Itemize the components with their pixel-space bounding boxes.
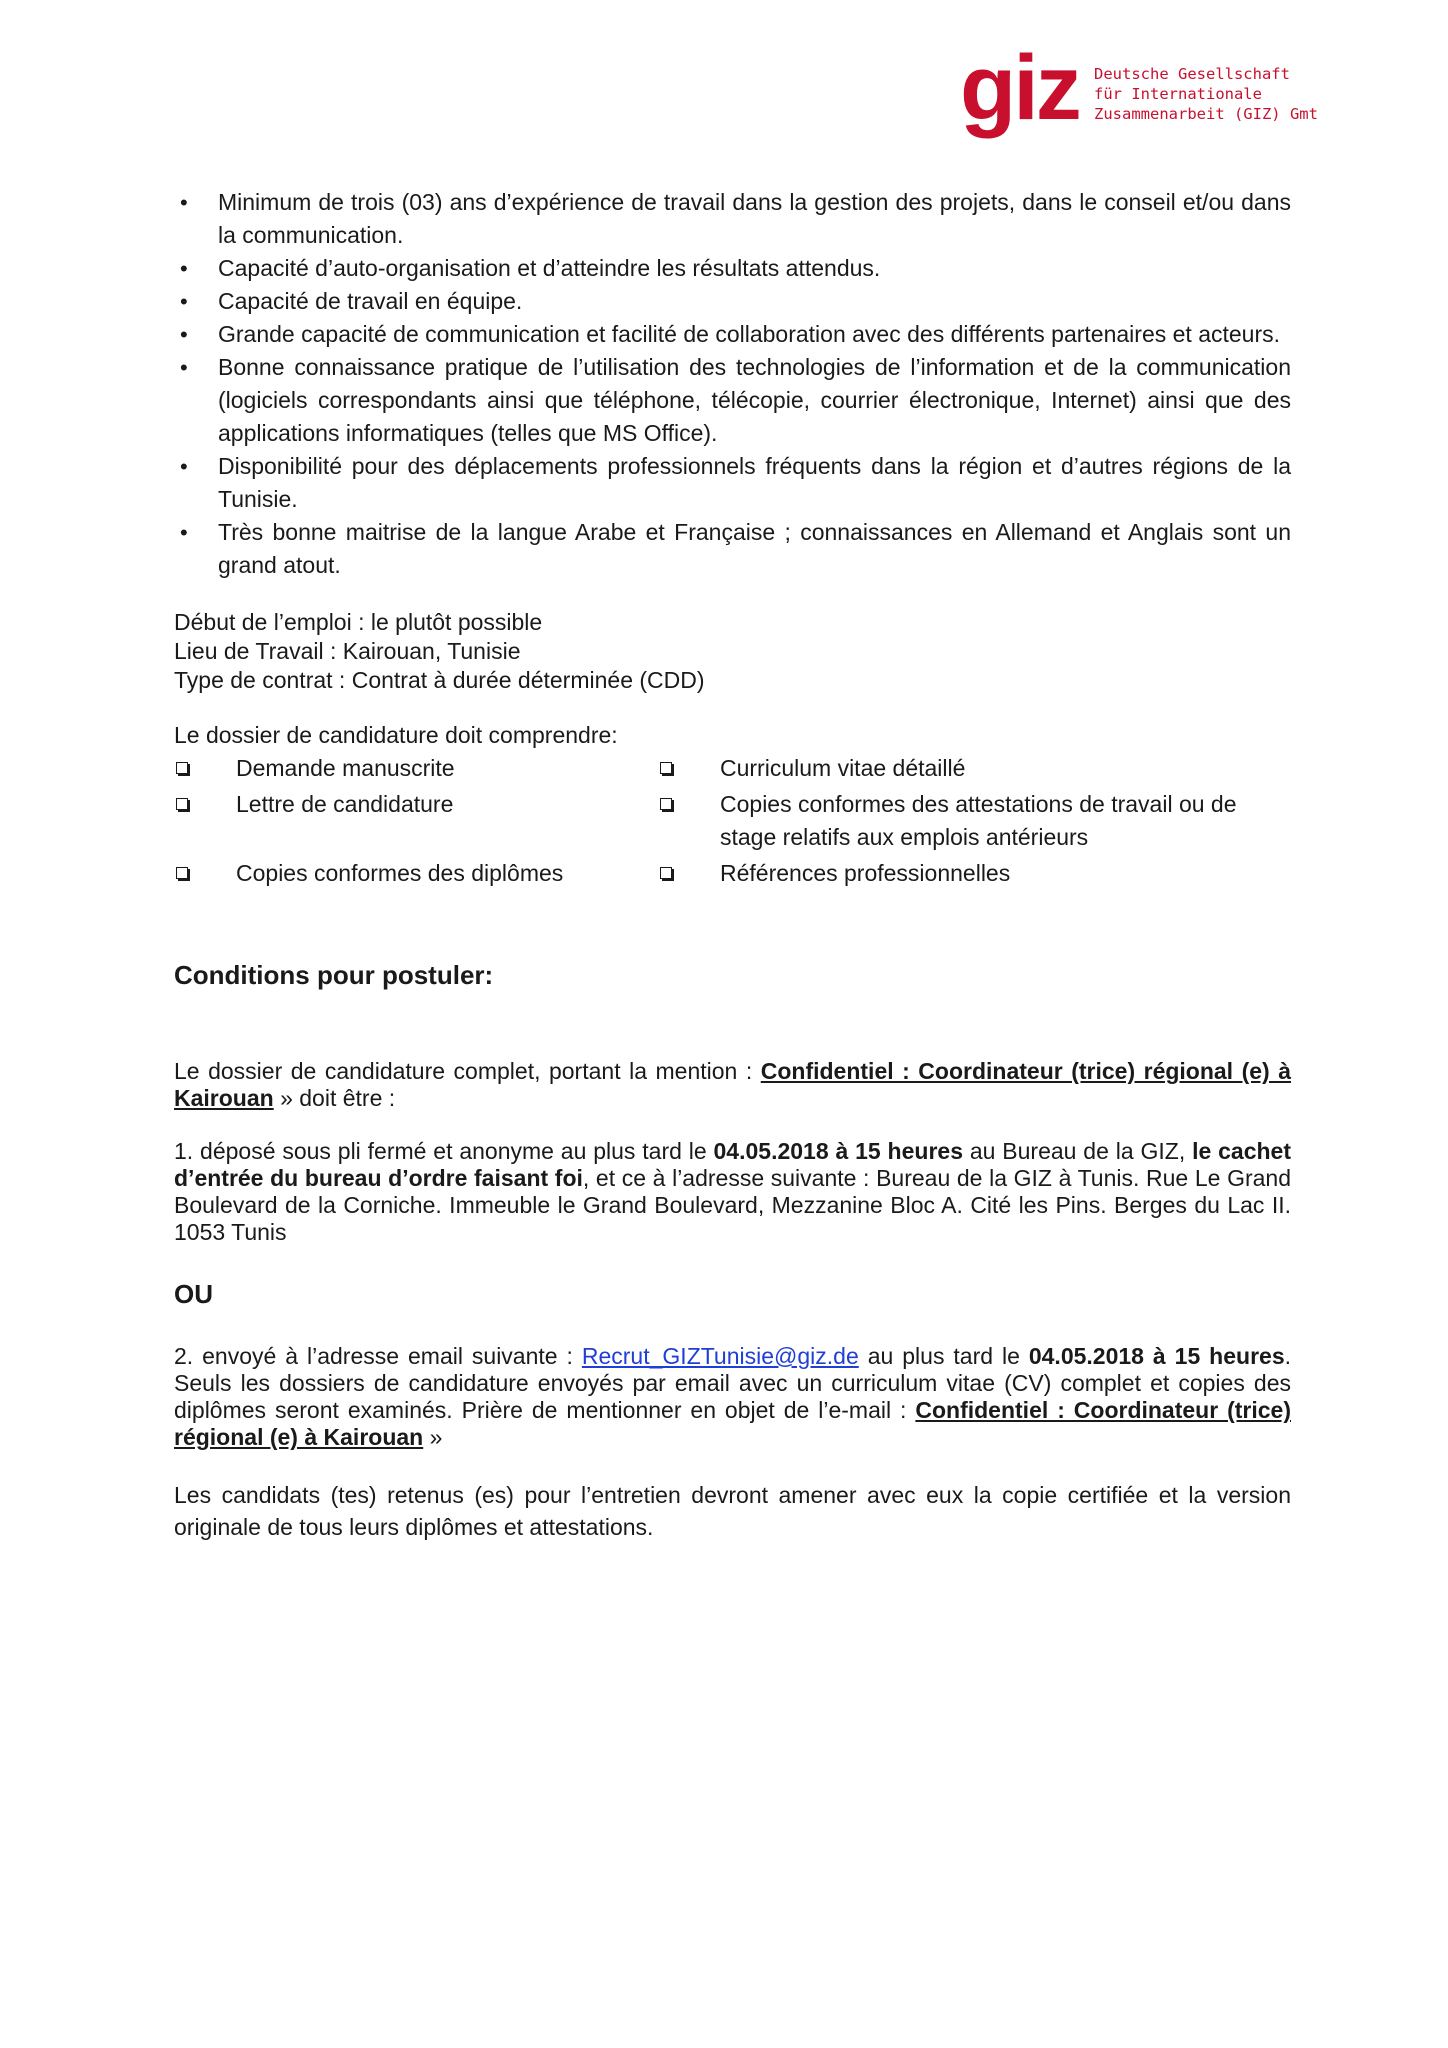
bullet-icon: •	[180, 355, 188, 380]
or-separator: OU	[174, 1279, 213, 1309]
checkbox-icon	[660, 762, 672, 774]
email-link[interactable]: Recrut_GIZTunisie@giz.de	[581, 1343, 859, 1369]
checkbox-icon	[176, 867, 188, 879]
requirements-list	[174, 186, 1291, 582]
bullet-icon: •	[180, 256, 188, 281]
logo-line-1: Deutsche Gesellschaft	[1094, 65, 1290, 83]
confidential-mention: Confidentiel : Coordinateur (trice) régional (e) à Kairouan	[174, 1058, 1291, 1111]
job-start: Début de l’emploi : le plutôt possible	[174, 609, 543, 635]
checklist-item: Copies conformes des attestations de travail ou de stage relatifs aux emplois antérieurs	[658, 788, 1291, 857]
dossier-intro: Le dossier de candidature doit comprendre:	[174, 722, 618, 748]
checkbox-icon	[660, 798, 672, 810]
option-deposit: 1. déposé sous pli fermé et anonyme au plus tard le 04.05.2018 à 15 heures au Bureau de la GIZ, le cachet d’entrée du bureau d’ordre faisant foi, et ce à l’adresse suivante : Bureau de la GIZ à Tunis. Rue Le Grand Boulevard de la Corniche. Immeuble le Grand Boulevard, Mezzanine Bloc A. Cité les Pins. Berges du Lac II. 1053 Tunis	[174, 1138, 1291, 1245]
giz-logo	[960, 28, 1318, 148]
requirement-item: • Disponibilité pour des déplacements professionnels fréquents dans la région et d’autres régions de la Tunisie.	[174, 450, 1291, 516]
giz-logo-text	[1094, 64, 1318, 124]
checklist-item: Demande manuscrite	[174, 752, 658, 788]
checklist-item: Copies conformes des diplômes	[174, 857, 658, 893]
bullet-icon: •	[180, 190, 188, 215]
requirement-item: • Grande capacité de communication et facilité de collaboration avec des différents partenaires et acteurs.	[174, 318, 1291, 351]
checklist-item: Références professionnelles	[658, 857, 1291, 893]
deadline-date: 04.05.2018 à 15 heures	[713, 1138, 963, 1164]
job-info	[174, 608, 1291, 695]
requirement-item: • Très bonne maitrise de la langue Arabe et Française ; connaissances en Allemand et Anglais sont un grand atout.	[174, 516, 1291, 582]
final-note: Les candidats (tes) retenus (es) pour l’entretien devront amener avec eux la copie certifiée et la version originale de tous leurs diplômes et attestations.	[174, 1482, 1291, 1540]
checkbox-icon	[176, 798, 188, 810]
conditions-intro: Le dossier de candidature complet, portant la mention : Confidentiel : Coordinateur (trice) régional (e) à Kairouan » doit être :	[174, 1058, 1291, 1111]
checkbox-icon	[660, 867, 672, 879]
requirement-item: • Capacité d’auto-organisation et d’atteindre les résultats attendus.	[174, 252, 1291, 285]
checkbox-icon	[176, 762, 188, 774]
requirement-item: • Capacité de travail en équipe.	[174, 285, 1291, 318]
conditions-heading: Conditions pour postuler:	[174, 960, 494, 990]
requirement-item: • Bonne connaissance pratique de l’utilisation des technologies de l’information et de la communication (logiciels correspondants ainsi que téléphone, télécopie, courrier électronique, Internet) ainsi que des applications informatiques (telles que MS Office).	[174, 351, 1291, 450]
bullet-icon: •	[180, 520, 188, 545]
job-contract: Type de contrat : Contrat à durée déterminée (CDD)	[174, 667, 705, 693]
logo-line-3: Zusammenarbeit (GIZ) Gmt	[1094, 105, 1318, 123]
bullet-icon: •	[180, 454, 188, 479]
confidential-mention: Confidentiel : Coordinateur (trice) régional (e) à Kairouan	[174, 1397, 1292, 1450]
bullet-icon: •	[180, 322, 188, 347]
giz-logo-mark: giz	[960, 37, 1079, 139]
checklist-item: Curriculum vitae détaillé	[658, 752, 1291, 788]
logo-line-2: für Internationale	[1094, 85, 1262, 103]
deadline-date: 04.05.2018 à 15 heures	[1028, 1343, 1285, 1369]
checklist-item: Lettre de candidature	[174, 788, 658, 857]
dossier-checklist	[174, 752, 1291, 893]
option-email: 2. envoyé à l’adresse email suivante : Recrut_GIZTunisie@giz.de au plus tard le 04.05.2018 à 15 heures. Seuls les dossiers de candidature envoyés par email avec un curriculum vitae (CV) complet et copies des diplômes seront examinés. Prière de mentionner en objet de l’e-mail : Confidentiel : Coordinateur (trice) régional (e) à Kairouan »	[174, 1343, 1292, 1450]
document-body	[174, 186, 1291, 1543]
job-location: Lieu de Travail : Kairouan, Tunisie	[174, 638, 521, 664]
bullet-icon: •	[180, 289, 188, 314]
requirement-item: • Minimum de trois (03) ans d’expérience de travail dans la gestion des projets, dans le conseil et/ou dans la communication.	[174, 186, 1291, 252]
